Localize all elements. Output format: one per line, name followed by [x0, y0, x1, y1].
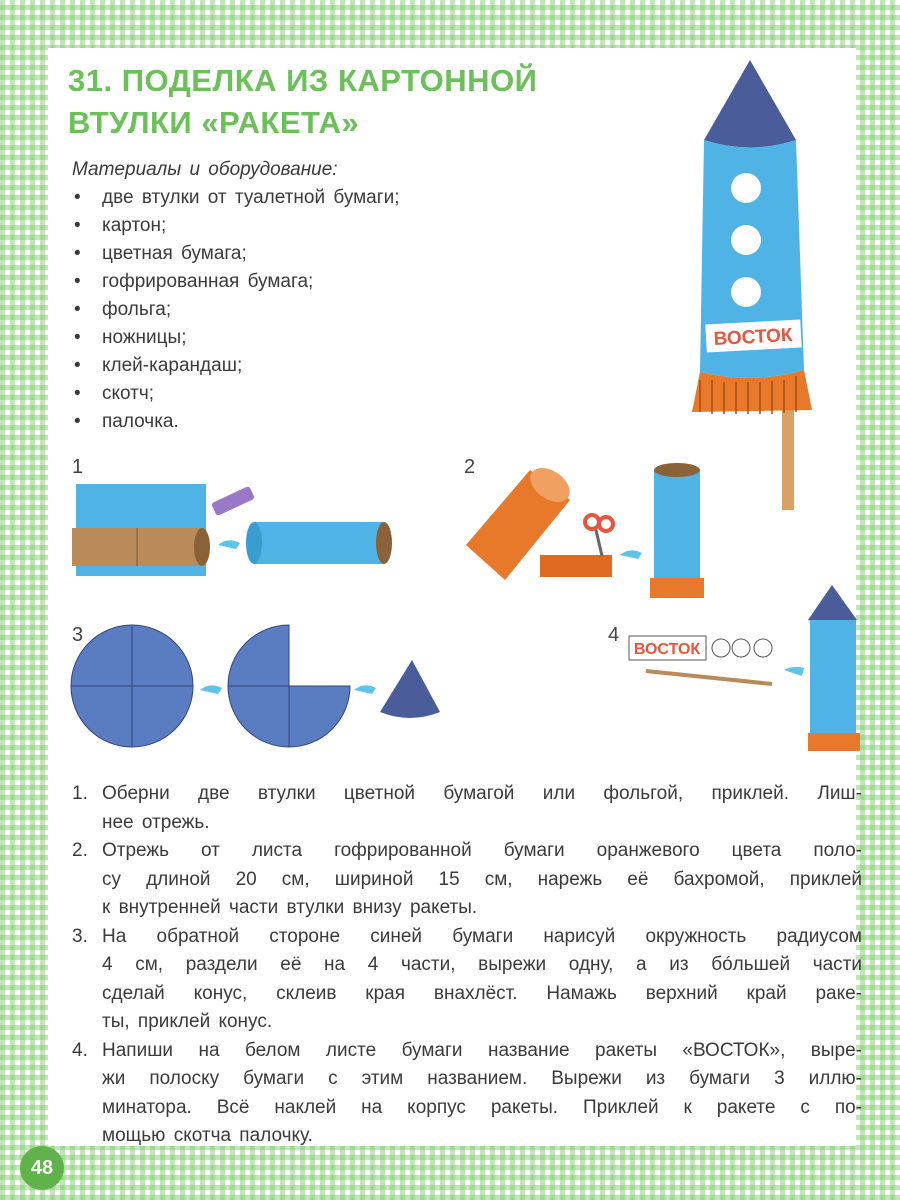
material-item: • палочка. [72, 408, 400, 436]
figure-1 [72, 484, 392, 576]
figure-number-1: 1 [72, 456, 84, 478]
figure-2 [466, 461, 704, 598]
material-item: • клей-карандаш; [72, 352, 400, 380]
step-line: к внутренней части втулки внизу ракеты. [102, 897, 478, 918]
step-line: Отрежь от листа гофрированной бумаги оранжевого цвета поло- [102, 840, 862, 861]
rocket-illustration [692, 60, 812, 510]
material-item: • скотч; [72, 380, 400, 408]
material-item: • фольга; [72, 296, 400, 324]
material-item: • картон; [72, 212, 400, 240]
step-line: нее отрежь. [102, 811, 210, 833]
step-line: су длиной 20 см, шириной 15 см, нарежь её бахромой, приклей [102, 868, 862, 890]
step-line: На обратной стороне синей бумаги нарисуй окружность радиусом [102, 925, 862, 947]
instruction-step [72, 923, 862, 1037]
instruction-step [72, 780, 862, 837]
figure-4-label: ВОСТОК [633, 641, 701, 658]
material-item: • две втулки от туалетной бумаги; [72, 184, 400, 212]
step-line: Напиши на белом листе бумаги название ракеты «ВОСТОК», выре- [102, 1039, 862, 1061]
step-number: 4. [72, 1039, 88, 1061]
instructions-list [72, 780, 862, 1151]
instruction-step [72, 837, 862, 923]
step-line: мощью скотча палочку. [102, 1125, 313, 1146]
step-number: 3. [72, 925, 88, 947]
material-item: • гофрированная бумага; [72, 268, 400, 296]
material-item: • ножницы; [72, 324, 400, 352]
step-line: Оберни две втулки цветной бумагой или фольгой, приклей. Лиш- [102, 783, 862, 804]
step-number: 2. [72, 840, 88, 861]
rocket-label: ВОСТОК [713, 324, 793, 351]
step-line: ты, приклей конус. [102, 1011, 273, 1032]
figure-3 [71, 625, 440, 747]
materials-heading: Материалы и оборудование: [72, 159, 338, 180]
figure-number-4: 4 [608, 624, 620, 646]
step-line: минатора. Всё наклей на корпус ракеты. Приклей к ракете с по- [102, 1096, 862, 1118]
figure-4 [629, 585, 860, 751]
page-number: 48 [20, 1146, 64, 1190]
step-line: сделай конус, склеив края внахлёст. Намажь верхний край раке- [102, 982, 862, 1004]
figure-number-3: 3 [72, 624, 84, 646]
step-line: жи полоску бумаги с этим названием. Вырежи из бумаги 3 иллю- [102, 1068, 862, 1089]
instruction-step [72, 1037, 862, 1151]
title-line-2: ВТУЛКИ «РАКЕТА» [68, 105, 360, 140]
step-line: 4 см, раздели её на 4 части, вырежи одну, а из бóльшей части [102, 954, 862, 975]
step-number: 1. [72, 783, 88, 804]
figure-number-2: 2 [464, 456, 476, 478]
title-line-1: 31. ПОДЕЛКА ИЗ КАРТОННОЙ [68, 63, 538, 98]
material-item: • цветная бумага; [72, 240, 400, 268]
